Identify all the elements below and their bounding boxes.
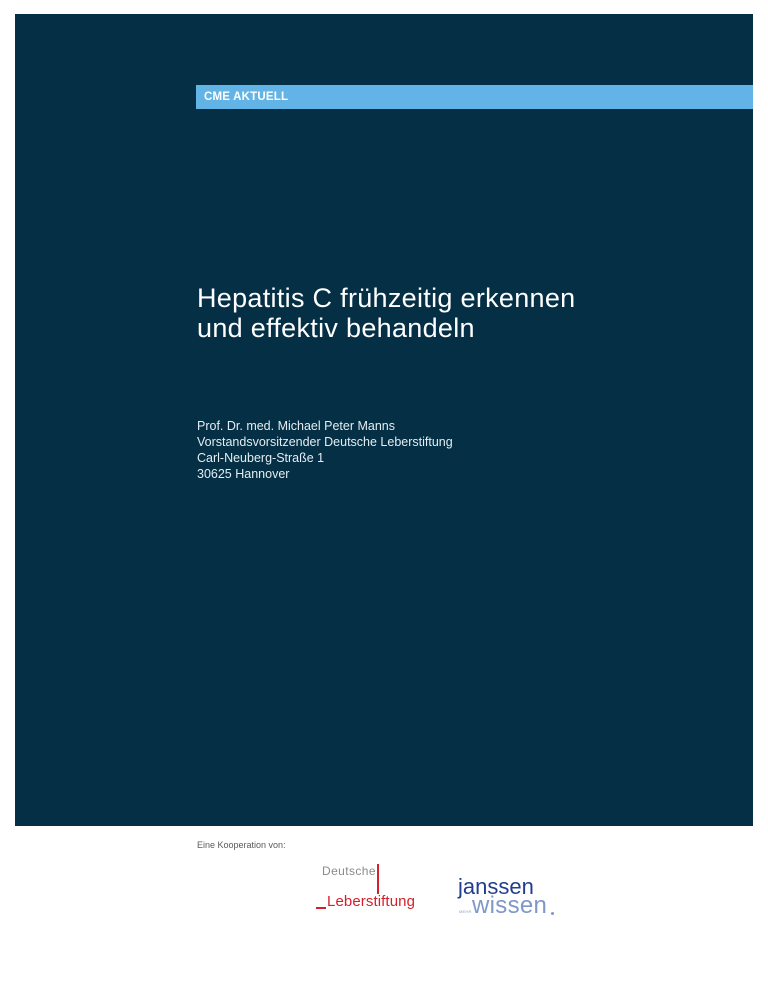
document-title: [197, 283, 717, 343]
title-line-2: und effektiv behandeln: [197, 313, 475, 343]
author-city: 30625 Hannover: [197, 467, 290, 481]
cooperation-label: Eine Kooperation von:: [197, 840, 286, 850]
category-label: CME AKTUELL: [204, 91, 289, 103]
author-street: Carl-Neuberg-Straße 1: [197, 451, 325, 465]
author-name: Prof. Dr. med. Michael Peter Manns: [197, 419, 395, 433]
janssen-wissen-logo: [458, 876, 558, 920]
leberstiftung-logo-horizontal-bar: [316, 907, 326, 909]
janssen-logo-small-word: MEHR: [459, 909, 472, 914]
wissen-logo-dot: [551, 912, 554, 915]
author-block: [197, 418, 617, 482]
title-line-1: Hepatitis C frühzeitig erkennen: [197, 283, 576, 313]
author-role: Vorstandsvorsitzender Deutsche Leberstiftung: [197, 435, 453, 449]
wissen-logo-word: wissen: [472, 892, 548, 919]
leberstiftung-logo-bottom: Leberstiftung: [327, 893, 416, 910]
leberstiftung-logo-vertical-bar: [377, 864, 379, 894]
deutsche-leberstiftung-logo: [313, 864, 423, 916]
janssen-logo-word: janssen: [458, 874, 534, 899]
leberstiftung-logo-top: Deutsche: [322, 864, 376, 878]
